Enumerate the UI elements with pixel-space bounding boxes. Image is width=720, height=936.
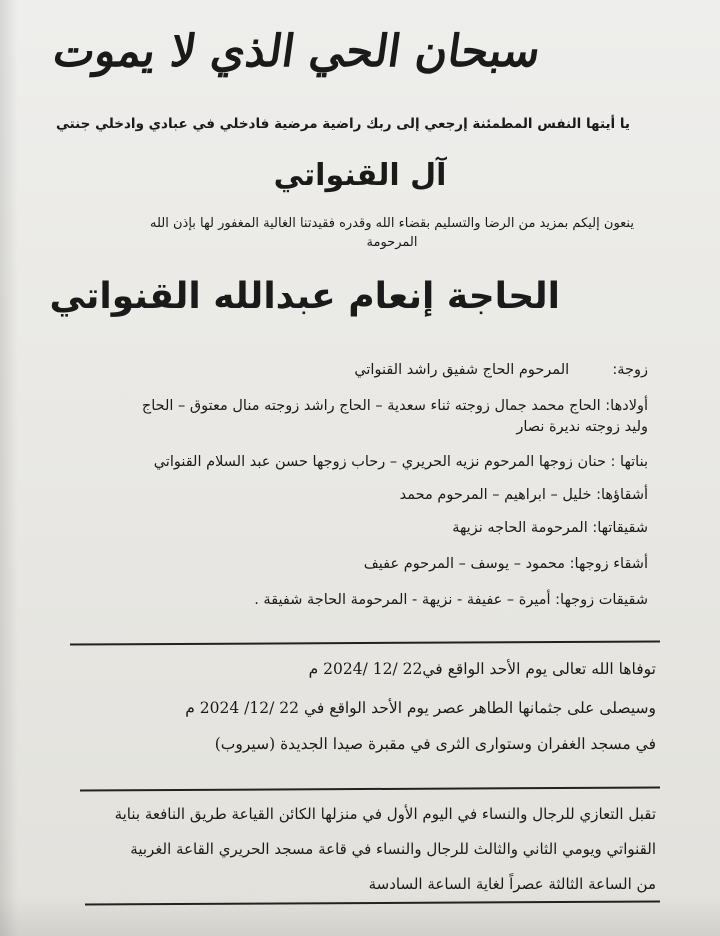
divider-line xyxy=(70,640,660,645)
relative-value: محمود – يوسف – المرحوم عفيف xyxy=(363,556,566,572)
condolences-line-2: القنواتي ويومي الثاني والثالث للرجال والنساء في قاعة مسجد الحريري القاعة الغربية xyxy=(130,840,656,858)
relative-row-spouse xyxy=(354,360,648,381)
relative-row-brothers xyxy=(400,485,648,506)
relative-value: المرحوم الحاج شفيق راشد القنواتي xyxy=(354,362,570,378)
relative-row-husband-sisters xyxy=(254,590,648,611)
funeral-prayer-line: وسيصلى على جثمانها الطاهر عصر يوم الأحد الواقع في 22 /12/ 2024 م xyxy=(185,699,656,717)
relative-value: الحاج محمد جمال زوجته ثناء سعدية – الحاج راشد زوجته منال معتوق – الحاج xyxy=(141,398,601,414)
relative-value: المرحومة الحاجه نزيهة xyxy=(452,520,588,536)
relative-label: زوجة: xyxy=(612,362,648,378)
relative-label: شقيقات زوجها: xyxy=(555,592,648,608)
burial-location-line: في مسجد الغفران وستوارى الثرى في مقبرة صيدا الجديدة (سيروب) xyxy=(214,735,656,753)
relative-value: أميرة – عفيفة - نزيهة - المرحومة الحاجة شفيقة . xyxy=(254,592,551,608)
relative-label: شقيقاتها: xyxy=(592,520,648,536)
relative-row-husband-brothers xyxy=(364,554,648,575)
calligraphy-header: سبحان الحي الذي لا يموت xyxy=(50,26,544,77)
death-date-line: توفاها الله تعالى يوم الأحد الواقع في22 /12 /2024 م xyxy=(308,660,656,678)
paper-shadow-left xyxy=(0,0,18,936)
relative-label: أشقاؤها: xyxy=(596,487,648,503)
relative-label: أشقاء زوجها: xyxy=(569,556,648,572)
relative-row-sons-continuation xyxy=(516,417,648,438)
relative-value-continuation: وليد زوجته نديرة نصار xyxy=(516,419,648,435)
relative-label: أولادها: xyxy=(605,398,648,414)
announcement xyxy=(90,214,694,252)
relative-row-daughters xyxy=(154,452,648,473)
relative-label: بناتها : xyxy=(610,454,648,470)
deceased-name: الحاجة إنعام عبدالله القنواتي xyxy=(49,276,560,317)
quran-verse: يا أيتها النفس المطمئنة إرجعي إلى ربك راضية مرضية فادخلي في عبادي وادخلي جنتي xyxy=(56,116,630,132)
announcement-line-1: ينعون إليكم بمزيد من الرضا والتسليم بقضاء الله وقدره فقيدتنا الغالية المغفور لها بإذن الله xyxy=(150,216,634,231)
relative-value: خليل – ابراهيم – المرحوم محمد xyxy=(399,487,592,503)
relative-row-sisters xyxy=(452,518,648,539)
relative-row-sons xyxy=(142,396,648,417)
relative-value: حنان زوجها المرحوم نزيه الحريري – رحاب زوجها حسن عبد السلام القنواتي xyxy=(153,454,606,470)
condolences-line-3: من الساعة الثالثة عصراً لغاية الساعة السادسة xyxy=(368,875,656,893)
condolences-line-1: تقبل التعازي للرجال والنساء في اليوم الأول في منزلها الكائن القياعة طريق النافعة بناية xyxy=(114,805,656,823)
divider-line xyxy=(80,786,660,791)
family-title: آل القنواتي xyxy=(273,158,447,193)
announcement-line-2: المرحومة xyxy=(366,235,418,250)
